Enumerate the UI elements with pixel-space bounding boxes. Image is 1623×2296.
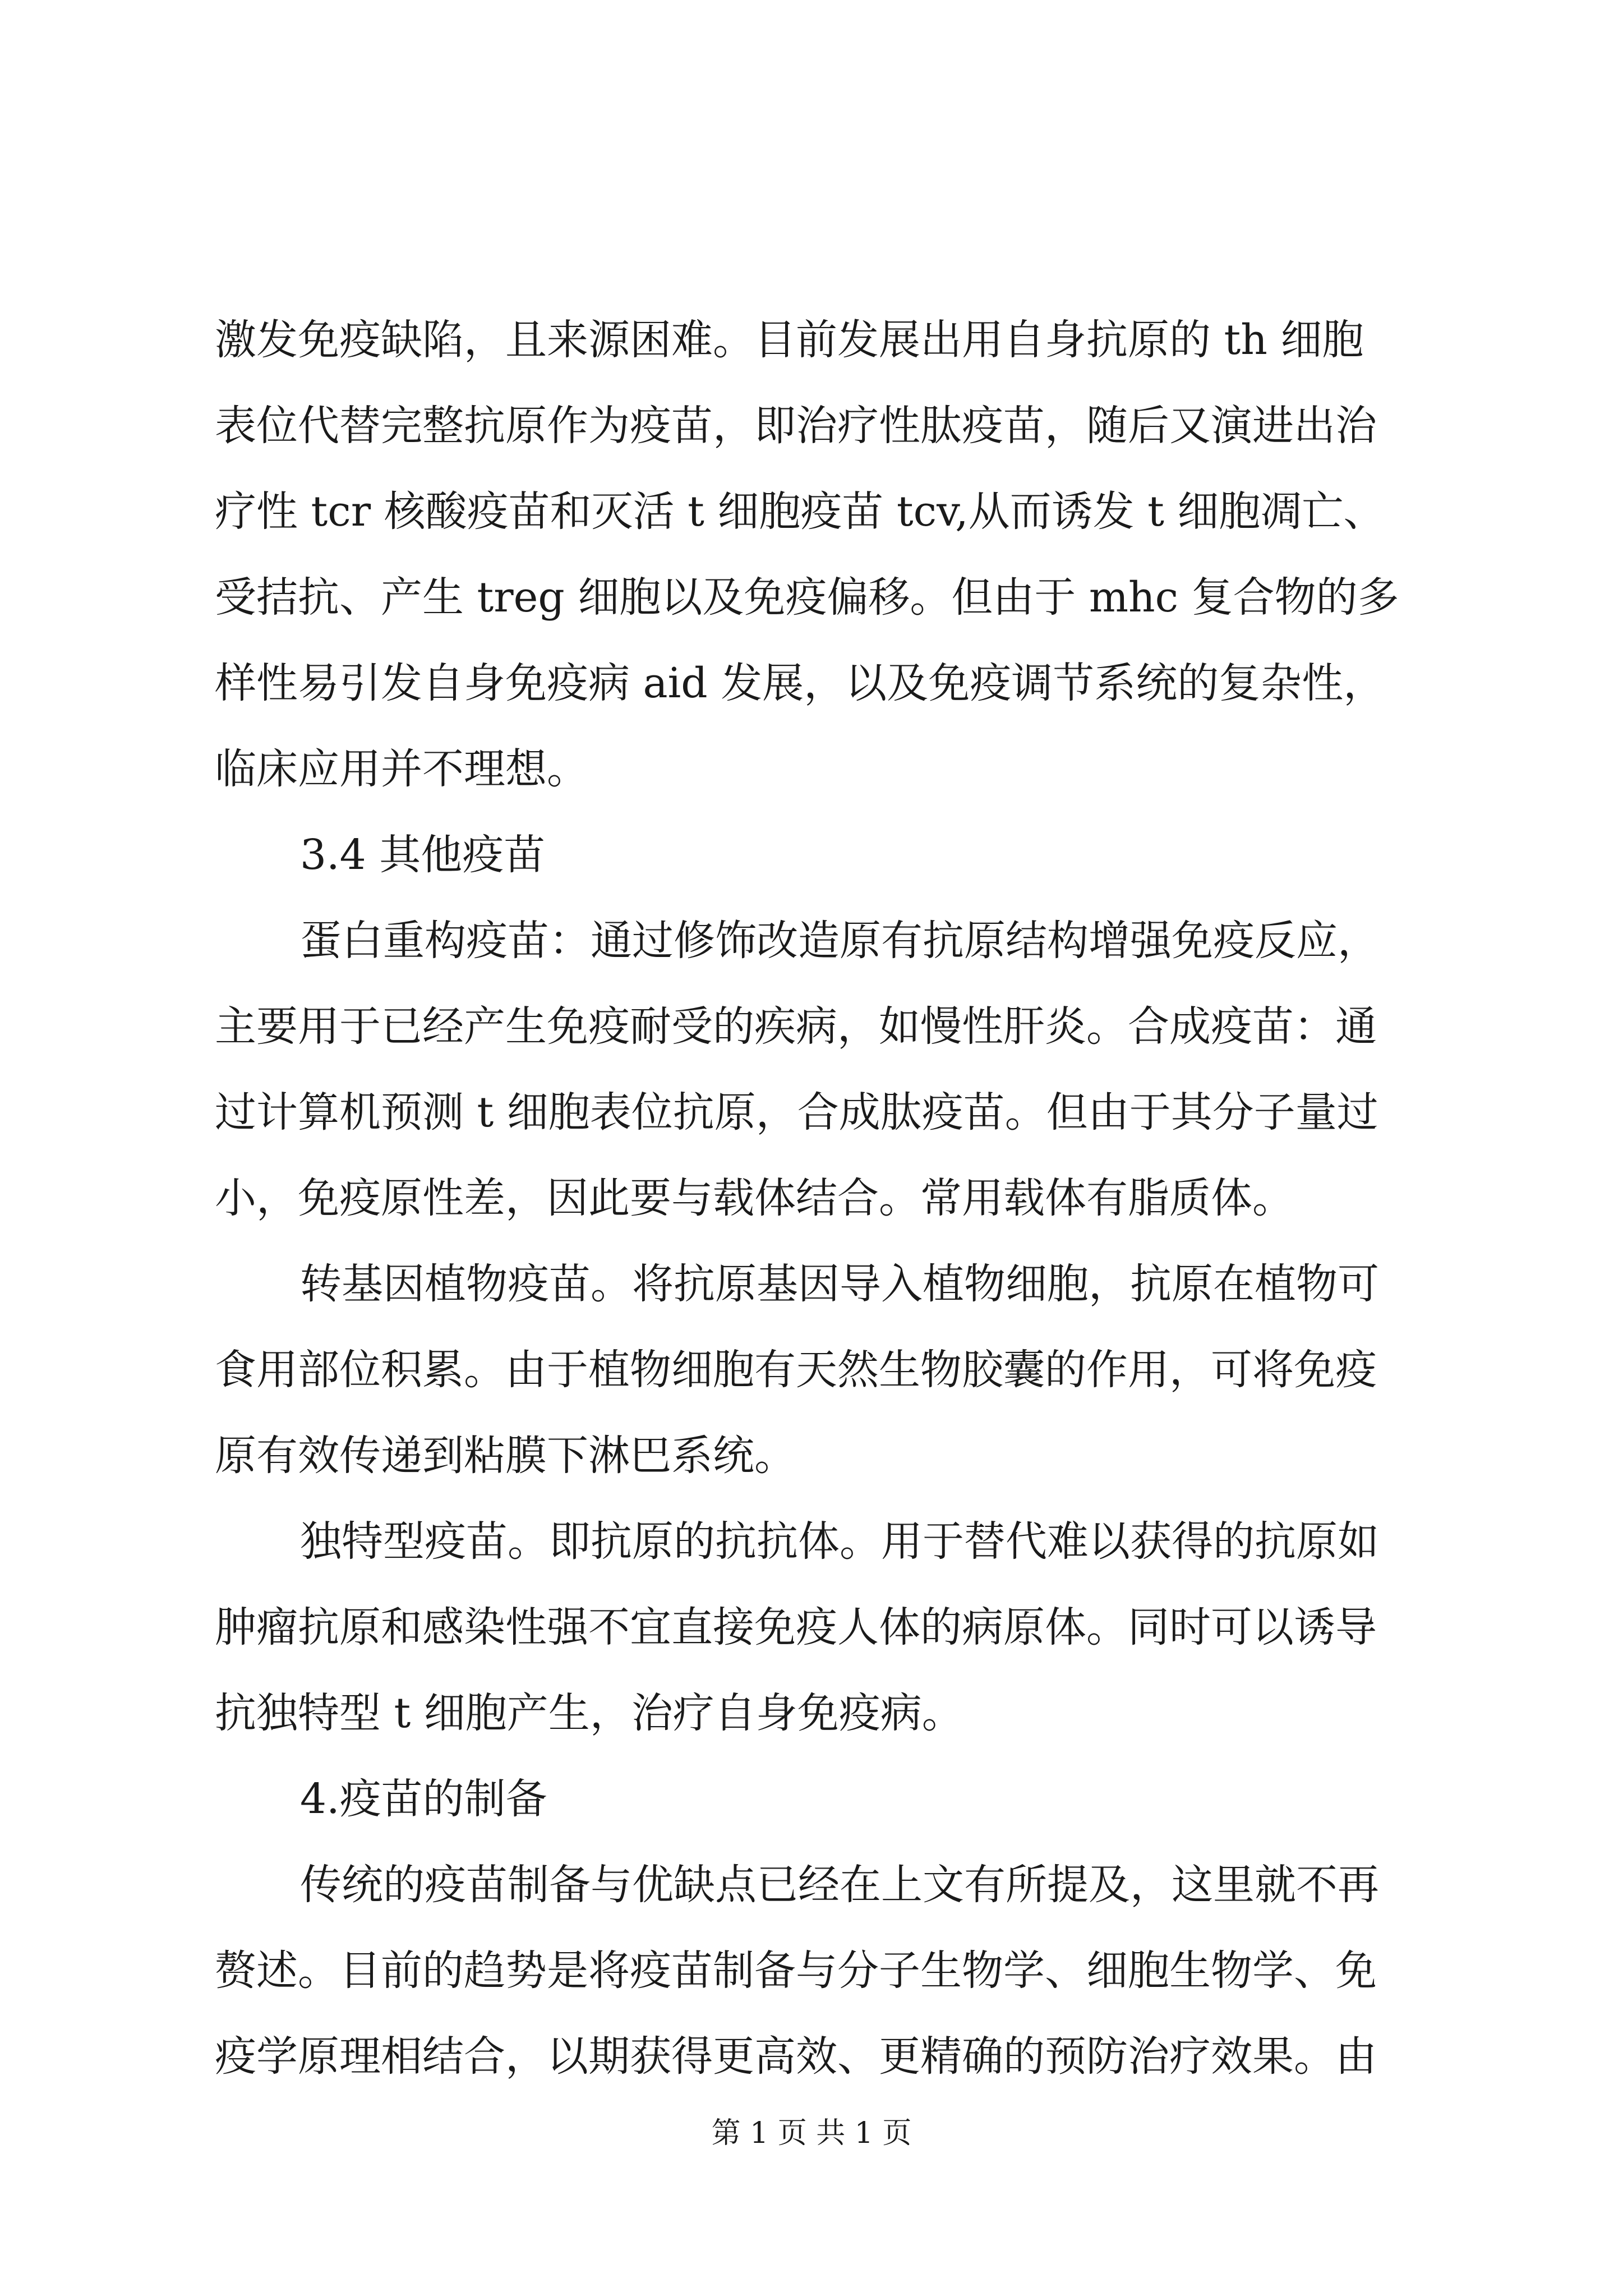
section-heading: 4.疫苗的制备 xyxy=(300,1775,547,1823)
paragraph-first-line: 独特型疫苗。即抗原的抗抗体。用于替代难以获得的抗原如 xyxy=(300,1517,1379,1566)
body-line: 小，免疫原性差，因此要与载体结合。常用载体有脂质体。 xyxy=(215,1174,1294,1222)
body-line: 过计算机预测 t 细胞表位抗原，合成肽疫苗。但由于其分子量过 xyxy=(215,1088,1378,1137)
document-body xyxy=(215,297,1415,2100)
body-line: 赘述。目前的趋势是将疫苗制备与分子生物学、细胞生物学、免 xyxy=(215,1947,1377,1995)
body-line: 疗性 tcr 核酸疫苗和灭活 t 细胞疫苗 tcv,从而诱发 t 细胞凋亡、 xyxy=(215,487,1385,536)
paragraph-first-line: 蛋白重构疫苗：通过修饰改造原有抗原结构增强免疫反应， xyxy=(300,917,1379,965)
paragraph-first-line: 传统的疫苗制备与优缺点已经在上文有所提及，这里就不再 xyxy=(300,1861,1379,1909)
body-line: 临床应用并不理想。 xyxy=(215,745,588,793)
section-heading: 3.4 其他疫苗 xyxy=(300,831,546,879)
body-line: 食用部位积累。由于植物细胞有天然生物胶囊的作用，可将免疫 xyxy=(215,1346,1377,1394)
paragraph-first-line: 转基因植物疫苗。将抗原基因导入植物细胞，抗原在植物可 xyxy=(300,1260,1379,1308)
body-line: 原有效传递到粘膜下淋巴系统。 xyxy=(215,1432,796,1480)
body-line: 抗独特型 t 细胞产生，治疗自身免疫病。 xyxy=(215,1689,963,1737)
body-line: 肿瘤抗原和感染性强不宜直接免疫人体的病原体。同时可以诱导 xyxy=(215,1603,1377,1651)
body-line: 受拮抗、产生 treg 细胞以及免疫偏移。但由于 mhc 复合物的多 xyxy=(215,573,1399,622)
body-line: 主要用于已经产生免疫耐受的疾病，如慢性肝炎。合成疫苗：通 xyxy=(215,1002,1377,1051)
body-line: 样性易引发自身免疫病 aid 发展，以及免疫调节系统的复杂性， xyxy=(215,659,1385,707)
page-footer xyxy=(0,2109,1623,2151)
page-number-label: 第 1 页 共 1 页 xyxy=(711,2116,912,2150)
body-line: 疫学原理相结合，以期获得更高效、更精确的预防治疗效果。由 xyxy=(215,2032,1377,2081)
body-line: 激发免疫缺陷，且来源困难。目前发展出用自身抗原的 th 细胞 xyxy=(215,316,1364,364)
body-line: 表位代替完整抗原作为疫苗，即治疗性肽疫苗，随后又演进出治 xyxy=(215,402,1377,450)
